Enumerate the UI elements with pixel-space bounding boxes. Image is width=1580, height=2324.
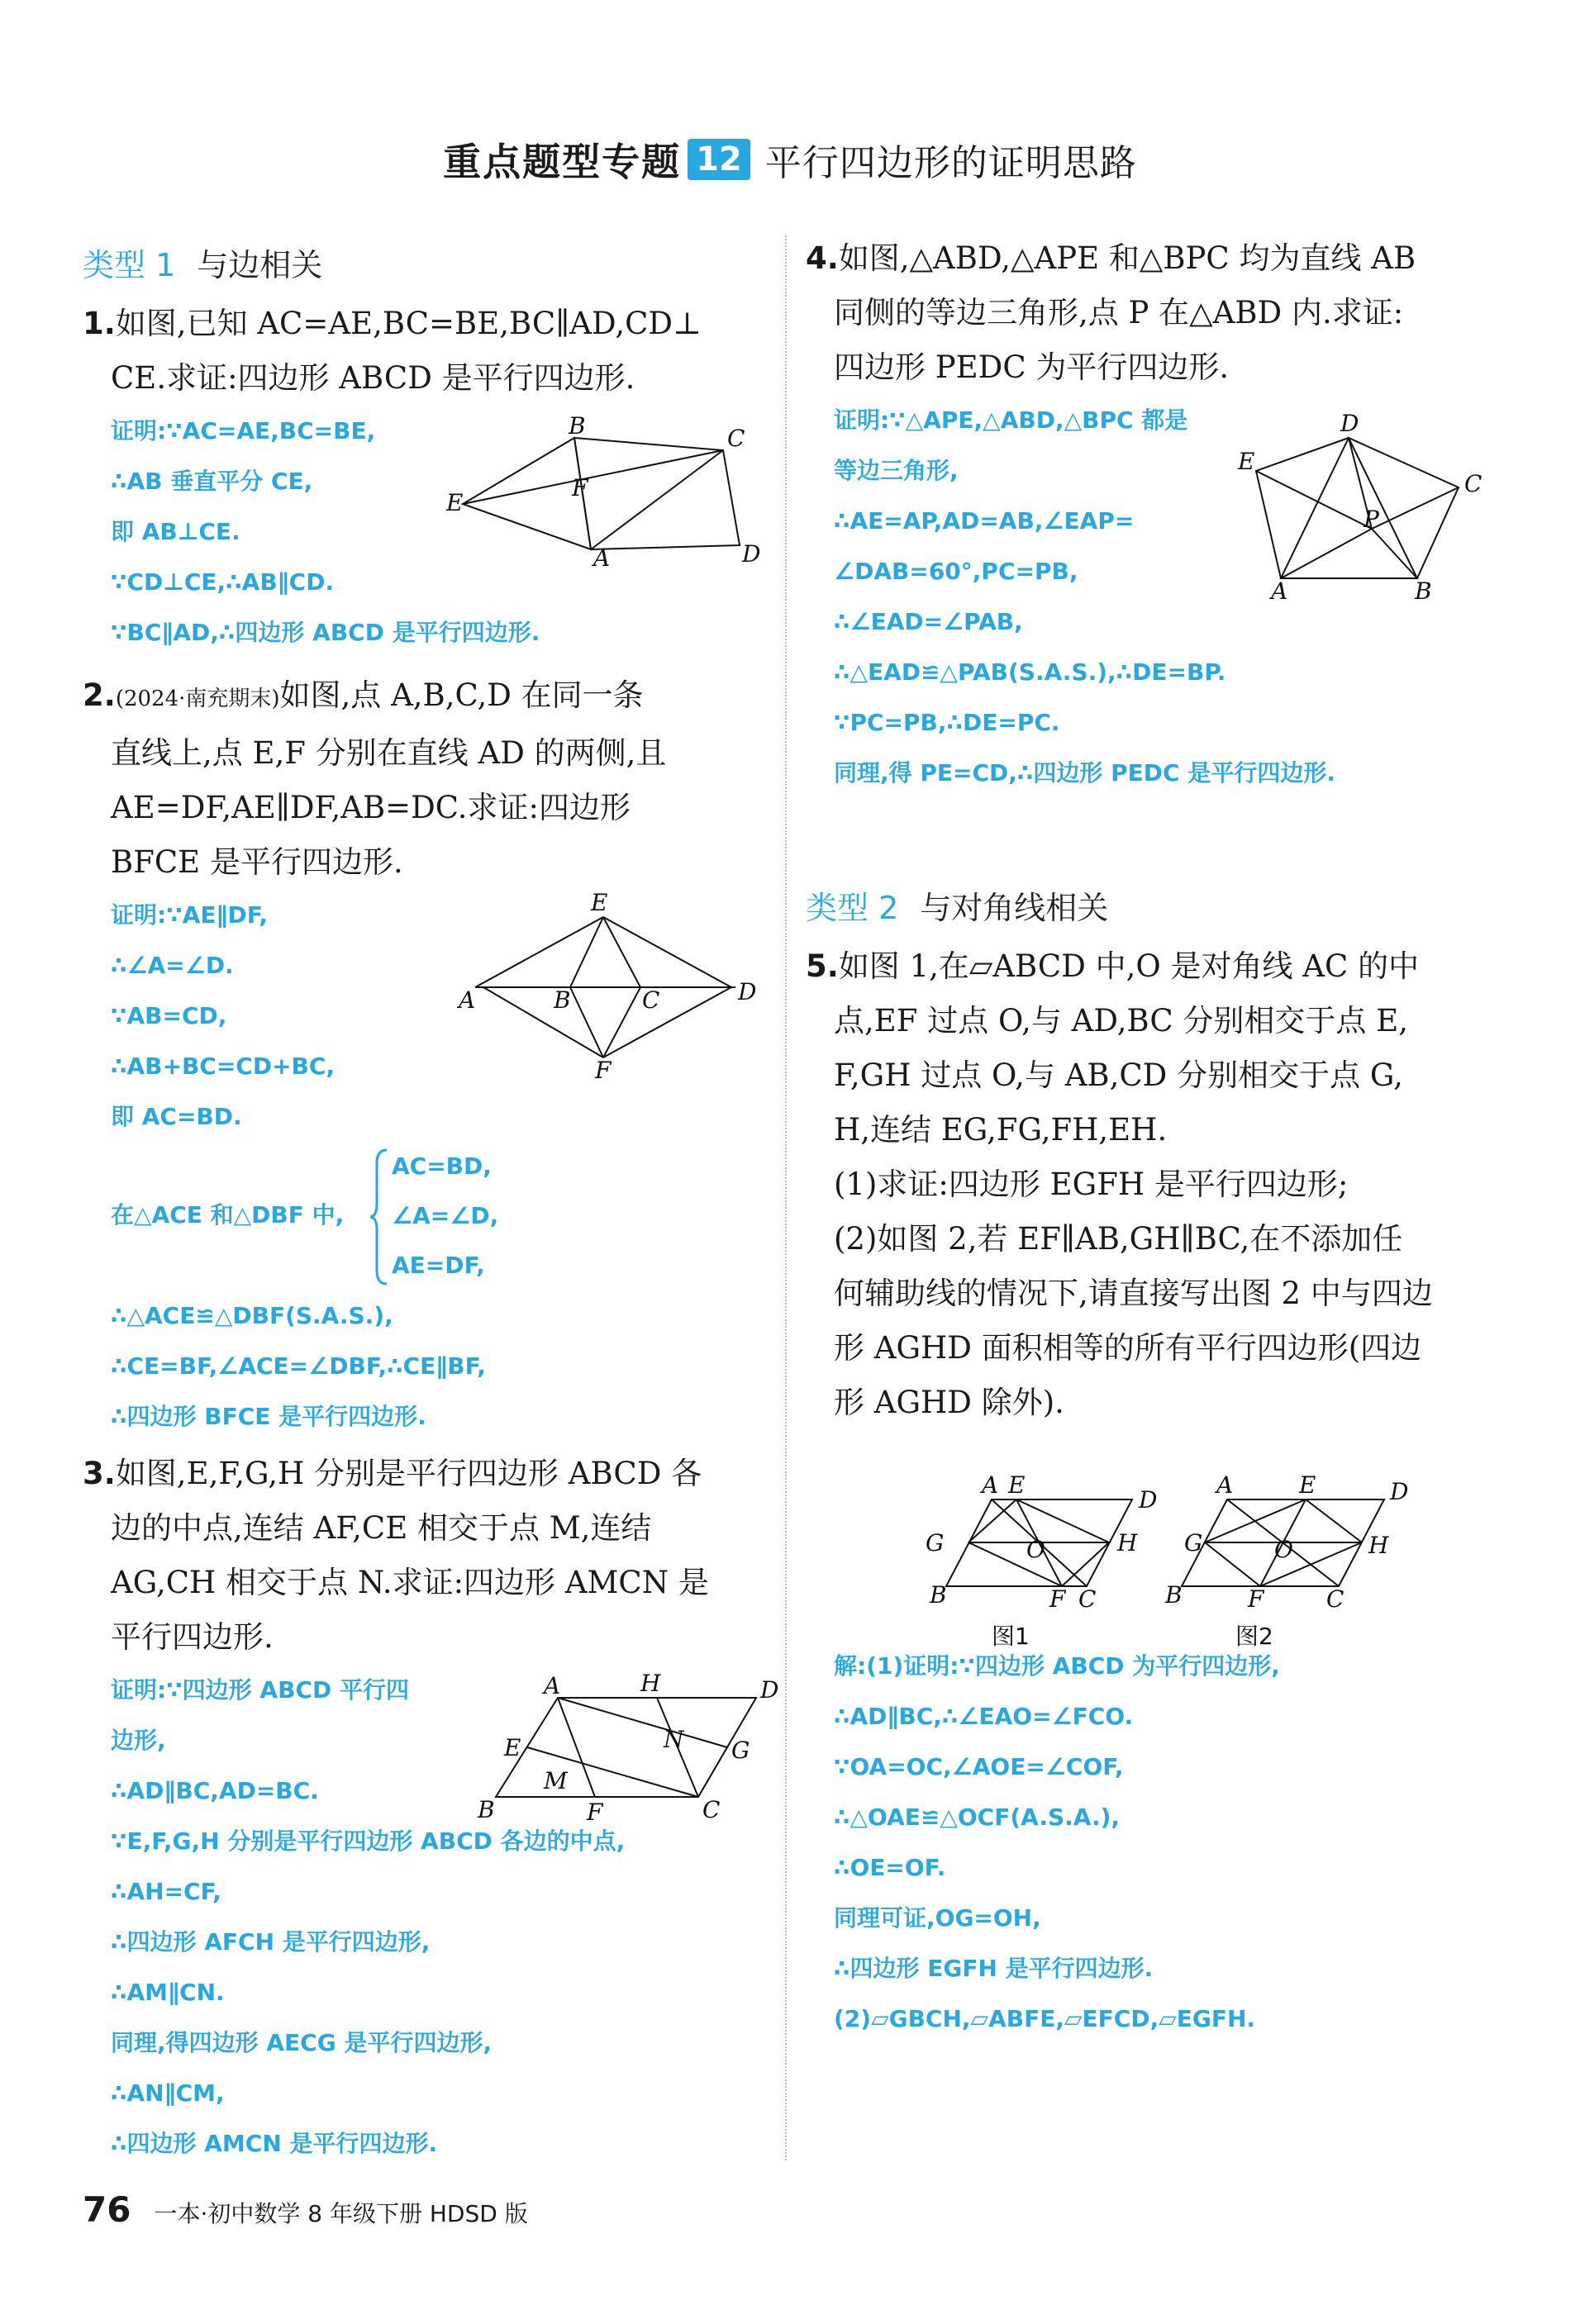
problem-text: F,GH 过点 O,与 AB,CD 分别相交于点 G, — [834, 1057, 1403, 1093]
solution-line: ∴CE=BF,∠ACE=∠DBF,∴CE∥BF, — [111, 1352, 486, 1380]
type1-heading — [83, 240, 769, 285]
svg-text:A: A — [982, 1471, 999, 1499]
solution-line: ∴四边形 AFCH 是平行四边形, — [111, 1928, 431, 1956]
solution-line: ∴AD∥BC,AD=BC. — [111, 1777, 319, 1804]
solution-line: ∴四边形 BFCE 是平行四边形. — [111, 1403, 426, 1430]
solution-line: ∴∠A=∠D. — [111, 952, 234, 979]
svg-text:B: B — [569, 412, 586, 440]
problem-text: 四边形 PEDC 为平行四边形. — [834, 349, 1230, 385]
svg-text:A: A — [1271, 577, 1288, 605]
solution-line: ∴∠EAD=∠PAB, — [834, 608, 1023, 635]
solution-line: ∴四边形 AMCN 是平行四边形. — [111, 2130, 438, 2157]
solution-line: ∴△OAE≌△OCF(A.S.A.), — [834, 1804, 1121, 1831]
solution-line: ∴四边形 EGFH 是平行四边形. — [834, 1955, 1154, 1982]
svg-text:F: F — [572, 474, 588, 501]
problem-text: 平行四边形. — [111, 1619, 274, 1655]
svg-text:H: H — [1368, 1532, 1389, 1559]
figure-3 — [463, 1670, 779, 1826]
svg-text:C: C — [1078, 1585, 1097, 1613]
svg-text:A: A — [593, 544, 611, 572]
solution-line: 证明:∵四边形 ABCD 平行四 — [111, 1676, 409, 1704]
problem-text: AE=DF,AE∥DF,AB=DC.求证:四边形 — [111, 790, 631, 825]
svg-text:C: C — [702, 1796, 721, 1823]
svg-text:A: A — [459, 986, 476, 1014]
brace-item: AE=DF, — [392, 1252, 485, 1279]
svg-text:E: E — [591, 889, 608, 916]
svg-text:D: D — [738, 978, 757, 1005]
svg-text:D: D — [760, 1676, 779, 1704]
figure-label: 图1 — [992, 1623, 1030, 1650]
figure-5 — [901, 1471, 1413, 1665]
solution-line: 即 AC=BD. — [111, 1103, 242, 1130]
problem-text: 如图,△ABD,△APE 和△BPC 均为直线 AB — [838, 240, 1416, 276]
solution-line: 证明:∵AE∥DF, — [111, 901, 268, 929]
solution-line: ∴△ACE≌△DBF(S.A.S.), — [111, 1302, 393, 1329]
svg-text:D: D — [1390, 1478, 1409, 1505]
problem-number: 1. — [83, 306, 116, 341]
svg-text:E: E — [1008, 1471, 1026, 1499]
svg-text:D: D — [1340, 410, 1359, 437]
svg-text:C: C — [1326, 1585, 1344, 1613]
problem-number: 2. — [83, 677, 116, 713]
problem-text: H,连结 EG,FG,FH,EH. — [834, 1112, 1168, 1148]
problem-4 — [806, 231, 1492, 395]
solution-line: ∴AH=CF, — [111, 1878, 221, 1905]
solution-line: ∵CD⊥CE,∴AB∥CD. — [111, 568, 335, 596]
svg-text:P: P — [1363, 506, 1379, 533]
solution-line: 即 AB⊥CE. — [111, 518, 240, 545]
figure-label: 图2 — [1235, 1623, 1273, 1650]
title-subtitle: 平行四边形的证明思路 — [764, 142, 1137, 184]
svg-text:E: E — [446, 489, 464, 516]
svg-text:B: B — [1415, 577, 1432, 605]
svg-text:B: B — [1165, 1581, 1183, 1609]
page-footer — [83, 2189, 528, 2230]
svg-text:F: F — [587, 1799, 603, 1826]
problem-text: AG,CH 相交于点 N.求证:四边形 AMCN 是 — [111, 1565, 709, 1600]
brace-conditions — [111, 1142, 769, 1290]
svg-text:A: A — [544, 1672, 561, 1699]
svg-text:E: E — [1299, 1471, 1316, 1499]
type2-title: 与对角线相关 — [920, 890, 1109, 926]
svg-text:C: C — [1464, 470, 1482, 497]
type1-label: 类型 1 — [83, 247, 176, 283]
column-divider — [785, 235, 787, 2160]
svg-text:E: E — [1238, 448, 1255, 475]
problem-2 — [83, 668, 769, 890]
solution-line: ∴△EAD≌△PAB(S.A.S.),∴DE=BP. — [834, 658, 1226, 686]
svg-text:D: D — [1139, 1486, 1158, 1514]
problem-text: 边的中点,连结 AF,CE 相交于点 M,连结 — [111, 1510, 652, 1546]
svg-text:C: C — [727, 425, 745, 452]
svg-text:D: D — [742, 540, 761, 568]
svg-text:E: E — [504, 1734, 521, 1761]
problem-text: 形 AGHD 除外). — [834, 1385, 1064, 1420]
problem-text: (2)如图 2,若 EF∥AB,GH∥BC,在不添加任 — [834, 1221, 1403, 1257]
svg-text:F: F — [1049, 1585, 1066, 1613]
solution-line: (2)▱GBCH,▱ABFE,▱EFCD,▱EGFH. — [834, 2005, 1256, 2032]
solution-line: ∴AN∥CM, — [111, 2079, 225, 2107]
solution-line: ∴AB 垂直平分 CE, — [111, 468, 313, 495]
solution-line: ∴AD∥BC,∴∠EAO=∠FCO. — [834, 1703, 1134, 1730]
problem-3 — [83, 1447, 769, 1665]
problem-number: 4. — [806, 240, 839, 276]
title-badge: 12 — [688, 139, 750, 180]
problem-number: 3. — [83, 1456, 116, 1491]
solution-line: ∵PC=PB,∴DE=PC. — [834, 709, 1060, 736]
problem-text: 形 AGHD 面积相等的所有平行四边形(四边 — [834, 1330, 1422, 1366]
figure-4 — [1231, 410, 1504, 605]
figure-2 — [459, 889, 773, 1084]
footer-text: 一本·初中数学 8 年级下册 HDSD 版 — [154, 2200, 528, 2227]
solution-line: ∵BC∥AD,∴四边形 ABCD 是平行四边形. — [111, 619, 540, 646]
solution-line: ∴AB+BC=CD+BC, — [111, 1053, 336, 1080]
problem-5 — [806, 939, 1492, 1430]
svg-text:F: F — [1248, 1585, 1264, 1613]
svg-text:A: A — [1216, 1471, 1234, 1499]
svg-text:C: C — [642, 986, 660, 1014]
svg-text:G: G — [926, 1529, 945, 1556]
solution-line: ∵E,F,G,H 分别是平行四边形 ABCD 各边的中点, — [111, 1827, 626, 1855]
svg-text:B: B — [930, 1581, 947, 1609]
figure-1 — [446, 409, 760, 582]
type1-title: 与边相关 — [197, 247, 323, 283]
svg-text:B: B — [478, 1796, 495, 1823]
svg-text:O: O — [1026, 1536, 1045, 1563]
page-title — [0, 132, 1580, 187]
solution-line: 证明:∵△APE,△ABD,△BPC 都是 — [834, 406, 1188, 434]
problem-text: 直线上,点 E,F 分别在直线 AD 的两侧,且 — [111, 735, 667, 771]
svg-text:G: G — [1184, 1529, 1203, 1556]
problem-text: (1)求证:四边形 EGFH 是平行四边形; — [834, 1167, 1349, 1202]
solution-line: 等边三角形, — [834, 457, 959, 484]
problem-text: CE.求证:四边形 ABCD 是平行四边形. — [111, 360, 635, 396]
solution-line: 同理,得 PE=CD,∴四边形 PEDC 是平行四边形. — [834, 759, 1335, 787]
solution-line: 证明:∵AC=AE,BC=BE, — [111, 417, 376, 444]
brace-lead: 在△ACE 和△DBF 中, — [111, 1201, 345, 1229]
svg-text:H: H — [1117, 1529, 1138, 1556]
svg-text:N: N — [664, 1726, 684, 1753]
solution-5 — [806, 1641, 1492, 2044]
problem-text: 如图,点 A,B,C,D 在同一条 — [279, 677, 644, 713]
solution-line: ∴AM∥CN. — [111, 1979, 225, 2006]
problem-source: (2024·南充期末) — [115, 687, 280, 711]
svg-text:B: B — [554, 986, 571, 1014]
page-number: 76 — [83, 2189, 131, 2230]
solution-line: 同理,得四边形 AECG 是平行四边形, — [111, 2029, 493, 2056]
svg-text:F: F — [595, 1057, 612, 1084]
type2-heading — [806, 882, 1492, 928]
svg-text:H: H — [640, 1670, 661, 1697]
solution-line: ∵OA=OC,∠AOE=∠COF, — [834, 1753, 1124, 1780]
solution-line: 解:(1)证明:∵四边形 ABCD 为平行四边形, — [834, 1652, 1280, 1680]
problem-text: 同侧的等边三角形,点 P 在△ABD 内.求证: — [834, 295, 1404, 330]
type2-label: 类型 2 — [806, 890, 899, 926]
brace-item: AC=BD, — [392, 1152, 492, 1180]
svg-text:M: M — [544, 1767, 568, 1794]
solution-line: ∴OE=OF. — [834, 1854, 946, 1881]
title-main: 重点题型专题 — [443, 140, 682, 184]
problem-text: 点,EF 过点 O,与 AD,BC 分别相交于点 E, — [834, 1003, 1408, 1038]
problem-text: 何辅助线的情况下,请直接写出图 2 中与四边 — [834, 1276, 1433, 1311]
solution-line: ∵AB=CD, — [111, 1002, 227, 1029]
solution-line: ∴AE=AP,AD=AB,∠EAP= — [834, 507, 1135, 535]
solution-line: 同理可证,OG=OH, — [834, 1904, 1041, 1932]
brace-icon — [369, 1147, 393, 1287]
brace-item: ∠A=∠D, — [392, 1202, 499, 1229]
problem-text: 如图,已知 AC=AE,BC=BE,BC∥AD,CD⊥ — [115, 306, 702, 341]
problem-number: 5. — [806, 948, 839, 984]
svg-text:G: G — [731, 1737, 750, 1764]
problem-text: BFCE 是平行四边形. — [111, 844, 403, 880]
solution-line: ∠DAB=60°,PC=PB, — [834, 558, 1078, 585]
problem-text: 如图,E,F,G,H 分别是平行四边形 ABCD 各 — [115, 1456, 702, 1491]
solution-line: 边形, — [111, 1727, 166, 1754]
svg-text:O: O — [1274, 1536, 1293, 1563]
problem-text: 如图 1,在▱ABCD 中,O 是对角线 AC 的中 — [838, 948, 1420, 984]
problem-1 — [83, 297, 769, 406]
